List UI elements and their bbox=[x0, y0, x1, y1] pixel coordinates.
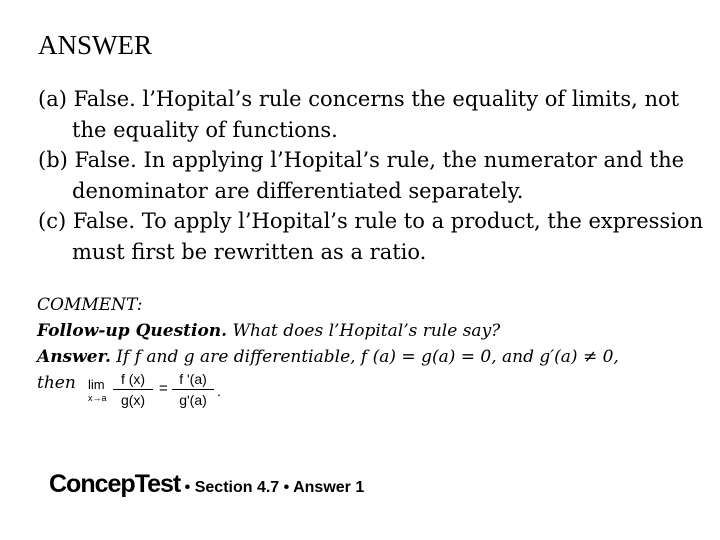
equals-sign: = bbox=[159, 380, 168, 397]
comment-heading: COMMENT: bbox=[37, 295, 143, 315]
slide-footer bbox=[49, 470, 364, 499]
right-numerator: f '(a) bbox=[179, 371, 207, 387]
right-fraction-bar bbox=[172, 389, 214, 390]
left-fraction-bar bbox=[113, 389, 153, 390]
answer-a: (a) False. l’Hopital’s rule concerns the equality of limits, not the equality of functions. bbox=[38, 87, 680, 142]
answer-list bbox=[38, 84, 708, 267]
page-title: ANSWER bbox=[38, 30, 152, 60]
footer-brand: ConcepTest bbox=[49, 470, 181, 498]
right-fraction bbox=[172, 370, 214, 409]
limit-operator: lim bbox=[88, 377, 105, 392]
answer-c: (c) False. To apply l’Hopital’s rule to a product, the expression must first be rewritten as a ratio. bbox=[38, 209, 704, 264]
right-denominator: g'(a) bbox=[179, 392, 207, 408]
answer-lead: Answer. bbox=[37, 347, 111, 367]
question-lead: Follow-up Question. bbox=[37, 321, 228, 341]
follow-up-question bbox=[37, 318, 707, 344]
left-fraction bbox=[113, 370, 153, 409]
follow-up-answer bbox=[37, 344, 707, 370]
answer-text: If f and g are differentiable, f (a) = g(a) = 0, and g′(a) ≠ 0, bbox=[110, 347, 619, 367]
limit-subscript: x→a bbox=[88, 393, 107, 403]
question-text: What does l’Hopital’s rule say? bbox=[227, 321, 501, 341]
formula-period: . bbox=[217, 383, 221, 399]
answer-b: (b) False. In applying l’Hopital’s rule, the numerator and the denominator are differentiated separately. bbox=[38, 148, 685, 203]
then-text: then bbox=[37, 373, 76, 393]
footer-section-info: • Section 4.7 • Answer 1 bbox=[180, 479, 365, 496]
left-numerator: f (x) bbox=[120, 371, 146, 387]
left-denominator: g(x) bbox=[120, 392, 146, 408]
